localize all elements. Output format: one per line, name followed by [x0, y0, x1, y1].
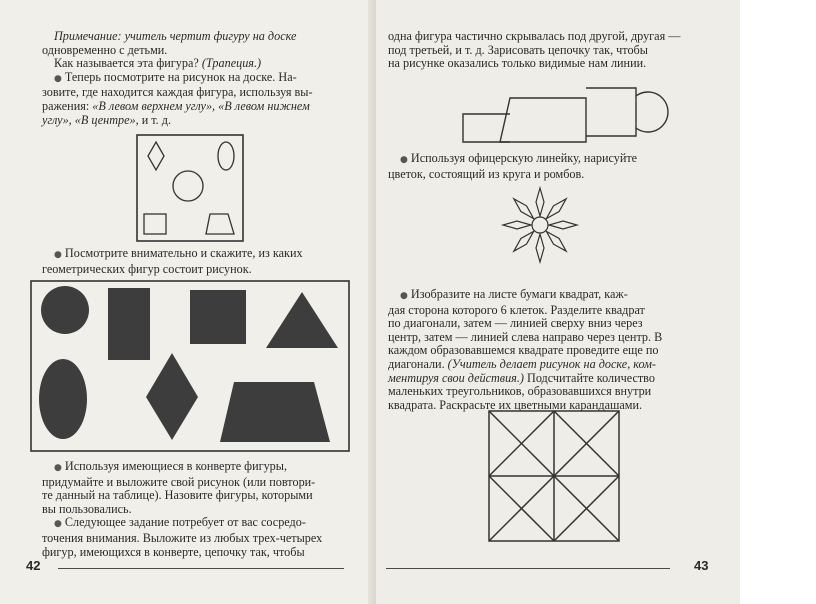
petal-rhombus-shape	[544, 229, 569, 254]
black-triangle-shape	[266, 292, 338, 348]
question-text: Как называется эта фигура?	[54, 56, 199, 71]
bullet-icon: ●	[54, 73, 62, 84]
note-continuation: одновременно с детьми.	[42, 42, 168, 57]
continuation-line-b: под третьей, и т. д. Зарисовать цепочку так, чтобы	[388, 42, 648, 57]
petal-rhombus-shape	[544, 196, 569, 221]
chain-figure	[462, 86, 674, 146]
petal-rhombus-shape	[536, 234, 544, 262]
task2-paragraph	[42, 247, 356, 276]
task1-line-a: Теперь посмотрите на рисунок на доске. На-	[64, 69, 297, 84]
task2-line-b: геометрических фигур состоит рисунок.	[42, 261, 252, 276]
task3-paragraph	[42, 460, 356, 559]
task3-line-c: те данный на таблице). Назовите фигуры, которыми	[42, 488, 313, 503]
task6-line-g-plain: Подсчитайте количество	[523, 370, 655, 385]
note-paragraph	[42, 30, 356, 127]
petal-rhombus-shape	[503, 221, 531, 229]
task2-line-a: Посмотрите внимательно и скажите, из каких	[64, 246, 303, 260]
footer-rule-left	[58, 568, 344, 569]
task6-line-f-italic: (Учитель делает рисунок на доске, ком-	[447, 356, 656, 371]
task5-line-b: цветок, состоящий из круга и ромбов.	[388, 166, 585, 181]
bullet-icon: ●	[54, 250, 62, 260]
flower-figure	[500, 185, 580, 265]
petal-rhombus-shape	[536, 188, 544, 216]
shapes-board-figure	[136, 134, 244, 242]
filled-shapes-figure	[30, 280, 350, 452]
task6-line-i: квадрата. Раскрасьте их цветными карандашами.	[388, 397, 643, 412]
square-shape	[144, 214, 166, 234]
petal-rhombus-shape	[511, 196, 536, 221]
black-trapezoid-shape	[220, 382, 330, 442]
black-square-shape	[190, 290, 246, 344]
circle-shape	[173, 171, 203, 201]
black-oval-shape	[39, 359, 87, 439]
task1-line-d-plain: и т. д.	[138, 112, 172, 127]
task5-paragraph	[388, 152, 706, 181]
task3-line-b: придумайте и выложите свой рисунок (или повтори-	[42, 474, 316, 489]
task6-line-a: Изобразите на листе бумаги квадрат, каж-	[410, 287, 628, 301]
right-page	[376, 0, 740, 604]
page-number-right: 43	[694, 558, 709, 573]
page-number-left: 42	[26, 558, 41, 573]
task5-line-a: Используя офицерскую линейку, нарисуйте	[410, 151, 638, 165]
rhombus-shape	[148, 142, 164, 170]
bullet-icon: ●	[54, 519, 62, 530]
task3-line-a: Используя имеющиеся в конверте фигуры,	[64, 459, 288, 473]
task3-line-d: вы пользовались.	[42, 501, 132, 516]
continuation-line-a: одна фигура частично скрывалась под другой, другая —	[388, 29, 681, 43]
chain-circle-shape	[636, 92, 668, 132]
chain-square-shape	[586, 88, 636, 136]
bullet-icon: ●	[400, 155, 408, 165]
bullet-icon: ●	[54, 463, 62, 473]
bullet-icon: ●	[400, 291, 408, 301]
note-text: учитель чертит фигуру на доске	[124, 29, 297, 43]
black-rhombus-shape	[146, 353, 198, 440]
task4-line-c: фигур, имеющихся в конверте, цепочку так, чтобы	[42, 544, 305, 559]
footer-rule-right	[386, 568, 670, 569]
oval-shape	[218, 142, 234, 170]
board-frame	[137, 135, 243, 241]
task4-line-a: Следующее задание потребует от вас сосредо-	[64, 515, 306, 530]
chain-trapezoid-shape	[500, 98, 586, 142]
continuation-line-c: на рисунке оказались только видимые нам линии.	[388, 56, 647, 71]
task6-line-d: центр, затем — линией слева направо через центр. В	[388, 329, 663, 344]
black-circle-shape	[41, 286, 89, 334]
task4-line-b: точения внимания. Выложите из любых трех-четырех	[42, 530, 323, 545]
task1-line-b: зовите, где находится каждая фигура, используя вы-	[42, 85, 313, 100]
divided-square-figure	[488, 410, 620, 542]
task6-line-c: по диагонали, затем — линией сверху вниз через	[388, 316, 643, 331]
task6-line-g-italic: ментируя свои действия.)	[388, 370, 524, 385]
left-page	[0, 0, 376, 604]
task6-line-h: маленьких треугольников, образовавшихся внутри	[388, 384, 652, 399]
flower-center-circle	[532, 217, 548, 233]
task6-line-e: каждом образовавшемся квадрате проведите еще по	[388, 343, 659, 358]
task6-paragraph	[388, 288, 706, 412]
note-label: Примечание:	[54, 29, 122, 43]
task1-line-d-italic: углу», «В центре»,	[42, 112, 139, 127]
black-rectangle-shape	[108, 288, 150, 360]
continuation-paragraph	[388, 30, 706, 71]
answer-text: (Трапеция.)	[201, 56, 262, 71]
task6-line-b: дая сторона которого 6 клеток. Разделите квадрат	[388, 302, 645, 317]
petal-rhombus-shape	[511, 229, 536, 254]
task1-line-c-italic: «В левом верхнем углу», «В левом нижнем	[92, 98, 310, 113]
petal-rhombus-shape	[549, 221, 577, 229]
trapezoid-shape	[206, 214, 234, 234]
task1-line-c-plain: ражения:	[42, 98, 93, 113]
task6-line-f-plain: диагонали.	[388, 356, 448, 371]
